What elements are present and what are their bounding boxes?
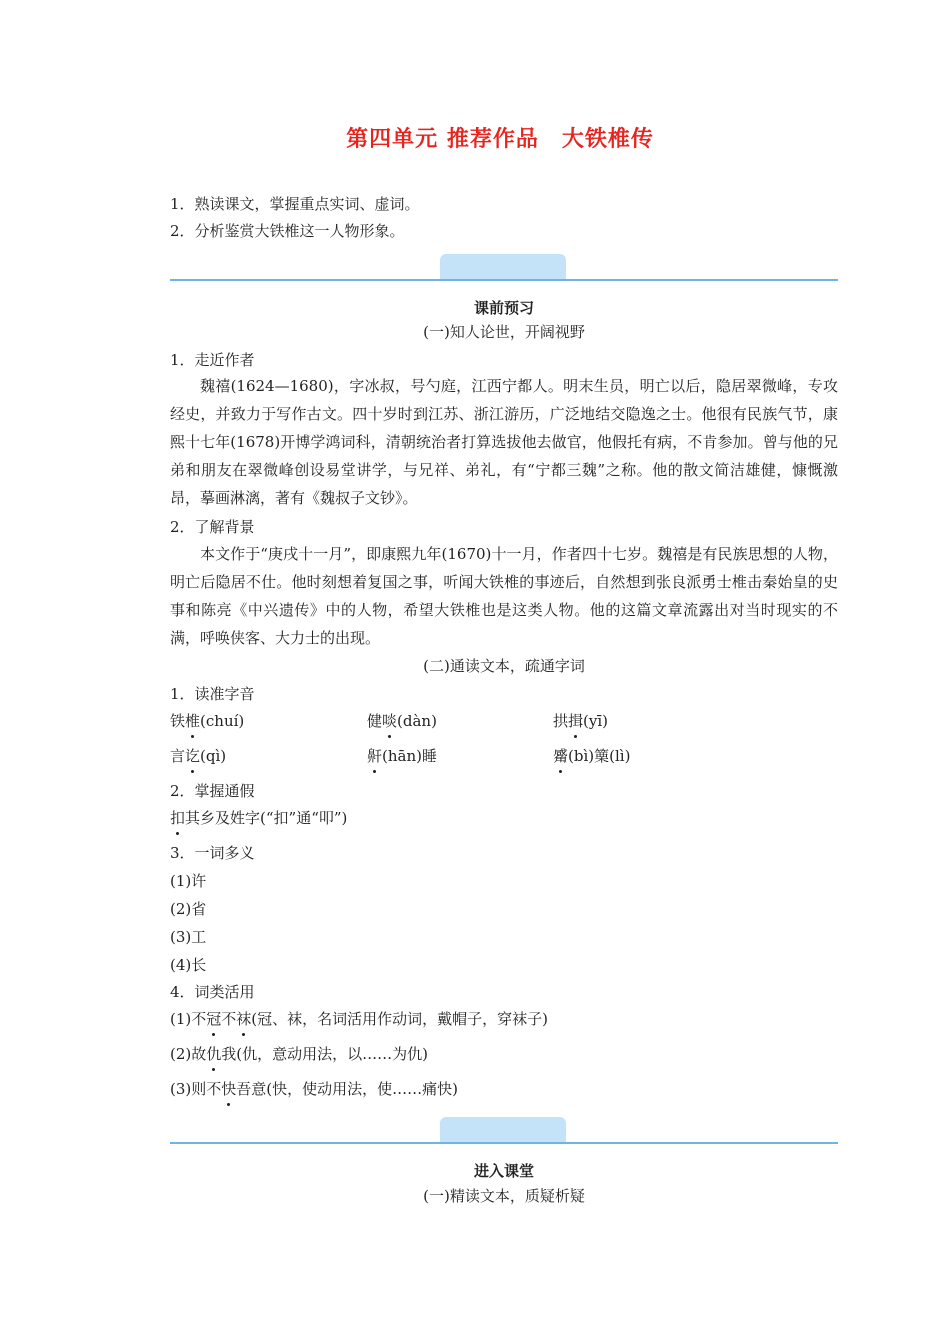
item-author: 1．走近作者 xyxy=(170,351,255,369)
pron-entry: 拱揖(yī) xyxy=(553,712,609,730)
section-tab-1 xyxy=(440,254,566,280)
item-yici: 3．一词多义 xyxy=(170,844,255,862)
item-tongjia: 2．掌握通假 xyxy=(170,782,255,800)
tongjia-entry: 扣其乡及姓字(“扣”通“叩”) xyxy=(170,809,348,827)
author-paragraph: 魏禧(1624—1680)，字冰叔，号勺庭，江西宁都人。明末生员，明亡以后，隐居翠微峰，专攻经史，并致力于写作古文。四十岁时到江苏、浙江游历，广泛地结交隐逸之士。他很有民族气节，康熙十七年(1678)开博学鸿词科，清朝统治者打算选拔他去做官，他假托有病，不肯参加。曾与他的兄弟和朋友在翠微峰创设易堂讲学，与兄祥、弟礼，有“宁都三魏”之称。他的散文简洁雄健，慷慨激昂，摹画淋漓，著有《魏叔子文钞》。 xyxy=(170,377,838,507)
part-heading-3: (一)精读文本，质疑析疑 xyxy=(423,1187,585,1205)
pron-entry: 鼾(hān)睡 xyxy=(367,747,437,765)
cilei-entry: (1)不冠不袜(冠、袜，名词活用作动词，戴帽子，穿袜子) xyxy=(170,1010,549,1028)
pron-entry: 言讫(qì) xyxy=(170,747,227,765)
background-paragraph: 本文作于“庚戌十一月”，即康熙九年(1670)十一月，作者四十七岁。魏禧是有民族思想的人物，明亡后隐居不仕。他时刻想着复国之事，听闻大铁椎的事迹后，自然想到张良派勇士椎击秦始皇的史事和陈亮《中兴遗传》中的人物，希望大铁椎也是这类人物。他的这篇文章流露出对当时现实的不满，呼唤侠客、大力士的出现。 xyxy=(170,545,838,647)
section-divider-2 xyxy=(170,1142,838,1144)
yici-entry: (1)许 xyxy=(170,872,207,890)
pron-entry: 觱(bì)篥(lì) xyxy=(553,747,631,765)
yici-entry: (2)省 xyxy=(170,900,207,918)
objective-2: 2．分析鉴赏大铁椎这一人物形象。 xyxy=(170,222,405,240)
pron-entry: 铁椎(chuí) xyxy=(170,712,245,730)
item-cilei: 4．词类活用 xyxy=(170,983,255,1001)
pron-entry: 健啖(dàn) xyxy=(367,712,437,730)
page-title: 第四单元 推荐作品 大铁椎传 xyxy=(346,127,654,152)
yici-entry: (3)工 xyxy=(170,928,207,946)
item-pronunciation: 1．读准字音 xyxy=(170,685,255,703)
part-heading-1: (一)知人论世，开阔视野 xyxy=(423,323,585,341)
section-heading-classroom: 进入课堂 xyxy=(473,1162,534,1180)
section-heading-preview: 课前预习 xyxy=(473,299,534,317)
section-tab-2 xyxy=(440,1117,566,1143)
cilei-entry: (2)故仇我(仇，意动用法，以……为仇) xyxy=(170,1045,428,1063)
yici-entry: (4)长 xyxy=(170,956,207,974)
objective-1: 1．熟读课文，掌握重点实词、虚词。 xyxy=(170,195,420,213)
part-heading-2: (二)通读文本，疏通字词 xyxy=(423,657,585,675)
section-divider-1 xyxy=(170,279,838,281)
cilei-entry: (3)则不快吾意(快，使动用法，使……痛快) xyxy=(170,1080,458,1098)
item-background: 2．了解背景 xyxy=(170,518,255,536)
